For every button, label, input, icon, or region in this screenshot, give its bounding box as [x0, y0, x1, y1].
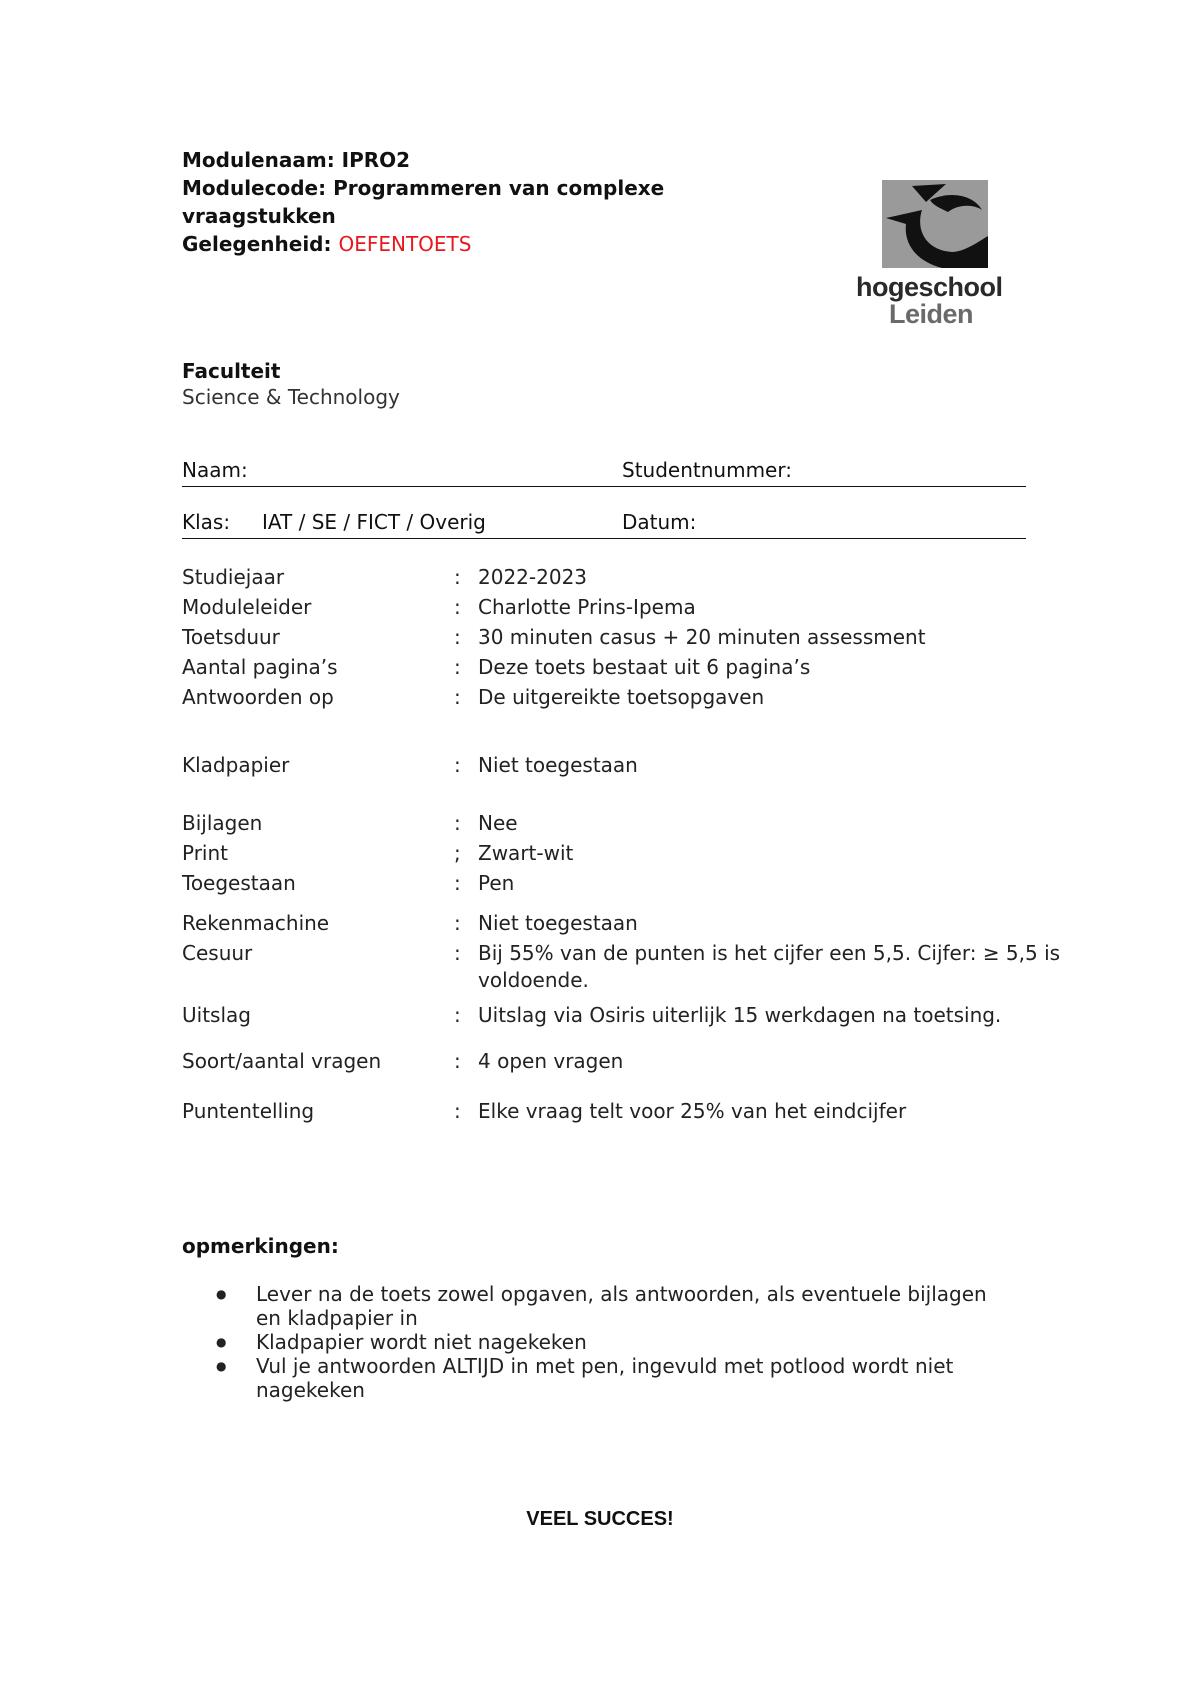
- logo-wordmark: [856, 274, 1006, 328]
- info-separator: ;: [454, 841, 461, 865]
- info-separator: :: [454, 753, 461, 777]
- list-item: ● Lever na de toets zowel opgaven, als antwoorden, als eventuele bijlagen en kladpapier in: [256, 1282, 1016, 1330]
- info-key: Print: [182, 841, 229, 865]
- logo-emblem-icon: [882, 180, 988, 268]
- klas-label: Klas:: [182, 510, 231, 534]
- info-separator: :: [454, 655, 461, 679]
- naam-label: Naam:: [182, 458, 248, 482]
- modulenaam-value: IPRO2: [341, 148, 411, 172]
- info-value: Charlotte Prins-Ipema: [478, 595, 696, 619]
- info-key: Toegestaan: [182, 871, 296, 895]
- info-separator: :: [454, 911, 461, 935]
- modulecode-line: [182, 174, 742, 230]
- info-key: Bijlagen: [182, 811, 263, 835]
- gelegenheid-value: OEFENTOETS: [338, 232, 472, 256]
- info-value: Elke vraag telt voor 25% van het eindcijfer: [478, 1099, 907, 1123]
- list-item: ● Kladpapier wordt niet nagekeken: [256, 1330, 1016, 1354]
- info-separator: :: [454, 811, 461, 835]
- info-value: Niet toegestaan: [478, 753, 638, 777]
- faculteit-name: Science & Technology: [182, 385, 400, 409]
- gelegenheid-label: Gelegenheid:: [182, 232, 332, 256]
- info-value: 4 open vragen: [478, 1049, 624, 1073]
- gelegenheid-line: [182, 230, 742, 258]
- info-key: Moduleleider: [182, 595, 312, 619]
- info-key: Cesuur: [182, 941, 253, 965]
- info-separator: :: [454, 871, 461, 895]
- info-separator: :: [454, 595, 461, 619]
- modulenaam-line: [182, 146, 742, 174]
- info-value: Nee: [478, 811, 518, 835]
- info-separator: :: [454, 1049, 461, 1073]
- info-key: Toetsduur: [182, 625, 280, 649]
- info-value: Deze toets bestaat uit 6 pagina’s: [478, 655, 811, 679]
- faculteit-block: [182, 358, 400, 410]
- veel-succes-text: VEEL SUCCES!: [526, 1508, 674, 1530]
- info-key: Uitslag: [182, 1003, 251, 1027]
- datum-label: Datum:: [622, 510, 697, 534]
- info-value: Bij 55% van de punten is het cijfer een 5,5. Cijfer: ≥ 5,5 is voldoende.: [478, 941, 1061, 992]
- info-separator: :: [454, 625, 461, 649]
- hogeschool-leiden-logo: [856, 180, 1006, 328]
- info-value: Uitslag via Osiris uiterlijk 15 werkdagen na toetsing.: [478, 1003, 1002, 1027]
- module-header: [182, 146, 742, 258]
- info-value: Niet toegestaan: [478, 911, 638, 935]
- info-key: Rekenmachine: [182, 911, 330, 935]
- info-key: Soort/aantal vragen: [182, 1049, 382, 1073]
- info-key: Kladpapier: [182, 753, 290, 777]
- info-separator: :: [454, 565, 461, 589]
- info-key: Aantal pagina’s: [182, 655, 338, 679]
- naam-field-line[interactable]: [182, 458, 1026, 487]
- opmerkingen-list: [182, 1282, 1016, 1402]
- info-value: Zwart-wit: [478, 841, 574, 865]
- klas-options: IAT / SE / FICT / Overig: [262, 510, 486, 534]
- logo-line-1: hogeschool: [856, 272, 1003, 302]
- info-value: 30 minuten casus + 20 minuten assessment: [478, 625, 926, 649]
- info-separator: :: [454, 1003, 461, 1027]
- info-value: De uitgereikte toetsopgaven: [478, 685, 765, 709]
- logo-line-2: Leiden: [889, 299, 974, 329]
- modulecode-value: Programmeren van complexe vraagstukken: [182, 176, 665, 228]
- info-key: Studiejaar: [182, 565, 285, 589]
- info-key: Antwoorden op: [182, 685, 334, 709]
- info-separator: :: [454, 1099, 461, 1123]
- info-value: Pen: [478, 871, 515, 895]
- klas-field-line[interactable]: [182, 510, 1026, 539]
- info-key: Puntentelling: [182, 1099, 315, 1123]
- faculteit-title: Faculteit: [182, 359, 281, 383]
- list-item: ● Vul je antwoorden ALTIJD in met pen, ingevuld met potlood wordt niet nagekeken: [256, 1354, 1016, 1402]
- modulenaam-label: Modulenaam:: [182, 148, 335, 172]
- info-separator: :: [454, 941, 461, 965]
- info-separator: :: [454, 685, 461, 709]
- info-value: 2022-2023: [478, 565, 588, 589]
- modulecode-label: Modulecode:: [182, 176, 327, 200]
- opmerkingen-title: opmerkingen:: [182, 1234, 339, 1258]
- studentnummer-label: Studentnummer:: [622, 458, 792, 482]
